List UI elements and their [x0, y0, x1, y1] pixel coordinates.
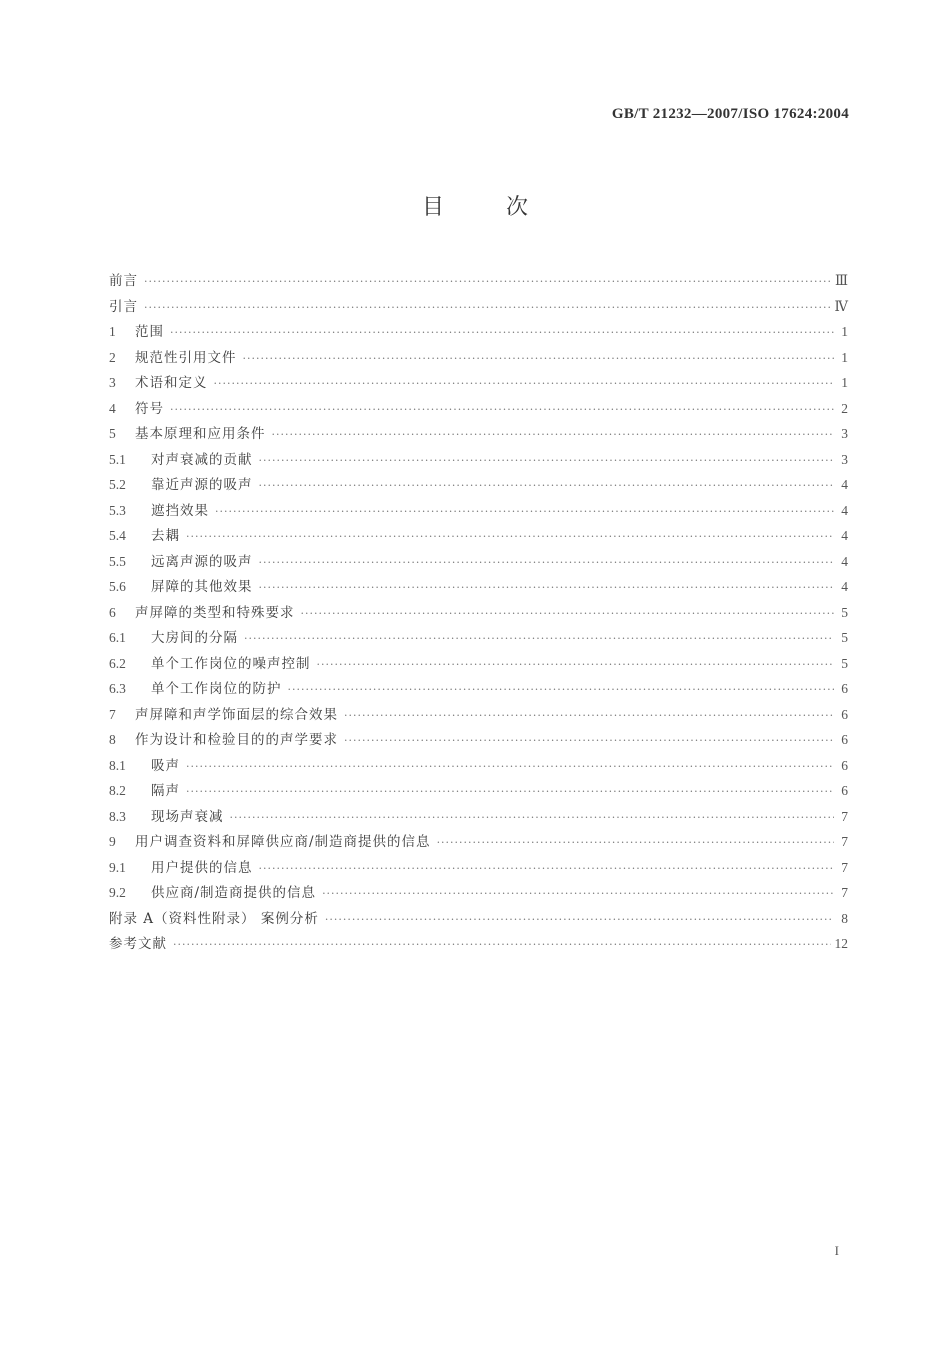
toc-entry-number: 3 — [109, 375, 116, 390]
toc-entry-title: 遮挡效果 — [151, 502, 209, 519]
toc-entry-number: 5.4 — [109, 528, 126, 543]
toc-leader-dots — [215, 499, 834, 525]
toc-leader-dots — [259, 856, 835, 882]
toc-entry[interactable] — [109, 778, 848, 804]
toc-entry-title: 术语和定义 — [135, 375, 208, 391]
toc-entry-page: 7 — [841, 885, 848, 900]
toc-leader-dots — [322, 881, 834, 907]
toc-entry[interactable] — [109, 396, 848, 422]
toc-entry-page: 6 — [841, 681, 848, 696]
toc-entry[interactable] — [109, 345, 848, 371]
toc-entry-page: 4 — [841, 528, 848, 543]
toc-entry-page: 8 — [841, 910, 848, 926]
toc-entry-title: 吸声 — [151, 757, 180, 774]
toc-entry-page: 6 — [841, 732, 848, 747]
toc-entry-page: 4 — [841, 553, 848, 569]
toc-entry-number: 5.5 — [109, 553, 126, 569]
toc-entry-page: 12 — [834, 936, 848, 951]
toc-entry-page: 6 — [841, 757, 848, 773]
toc-entry-title: 基本原理和应用条件 — [135, 426, 266, 442]
toc-entry-number: 9 — [109, 834, 116, 849]
toc-leader-dots — [437, 830, 834, 856]
toc-entry-title: 用户调查资料和屏障供应商/制造商提供的信息 — [135, 834, 431, 850]
toc-entry[interactable] — [109, 625, 848, 651]
toc-leader-dots — [344, 703, 834, 729]
toc-leader-dots — [244, 626, 834, 652]
toc-entry-title: 远离声源的吸声 — [151, 553, 253, 570]
toc-entry[interactable] — [109, 702, 848, 728]
toc-entry-page: 7 — [841, 859, 848, 875]
toc-leader-dots — [259, 550, 835, 576]
toc-entry-page: 7 — [841, 834, 848, 849]
toc-leader-dots — [186, 524, 834, 550]
toc-entry-title: 作为设计和检验目的的声学要求 — [135, 732, 338, 748]
title-char-1: 目 — [421, 195, 444, 220]
toc-leader-dots — [230, 805, 835, 831]
toc-entry[interactable] — [109, 370, 848, 396]
toc-entry-number: 5.3 — [109, 502, 126, 518]
toc-entry[interactable] — [109, 319, 848, 345]
toc-entry-page: 5 — [841, 604, 848, 620]
toc-entry[interactable] — [109, 421, 848, 447]
toc-entry-title: 符号 — [135, 400, 164, 417]
toc-entry-title: 引言 — [109, 298, 138, 315]
toc-entry-number: 2 — [109, 349, 116, 365]
toc-entry-title: 屏障的其他效果 — [151, 579, 253, 595]
toc-entry[interactable] — [109, 804, 848, 830]
toc-entry[interactable] — [109, 931, 848, 957]
toc-leader-dots — [186, 779, 834, 805]
toc-entry-number: 8.3 — [109, 808, 126, 824]
toc-entry-title: 去耦 — [151, 528, 180, 544]
toc-entry-page: 6 — [841, 706, 848, 722]
toc-entry-title: 范围 — [135, 324, 164, 340]
title-char-2: 次 — [506, 195, 529, 220]
toc-entry-title: 现场声衰减 — [151, 808, 224, 825]
toc-entry[interactable] — [109, 498, 848, 524]
toc-entry[interactable] — [109, 574, 848, 600]
toc-entry[interactable] — [109, 294, 848, 320]
toc-entry-title: 前言 — [109, 273, 138, 289]
page-title — [0, 190, 950, 221]
toc-entry[interactable] — [109, 549, 848, 575]
toc-entry-title: 靠近声源的吸声 — [151, 477, 253, 493]
toc-entry-title: 隔声 — [151, 783, 180, 799]
toc-entry-page: 4 — [841, 579, 848, 594]
toc-entry-title: 供应商/制造商提供的信息 — [151, 885, 317, 901]
toc-entry-number: 6 — [109, 604, 116, 620]
toc-entry[interactable] — [109, 600, 848, 626]
toc-leader-dots — [186, 754, 834, 780]
toc-entry-number: 8.1 — [109, 757, 126, 773]
toc-entry-number: 8.2 — [109, 783, 126, 798]
toc-leader-dots — [259, 448, 835, 474]
toc-entry-page: 7 — [841, 808, 848, 824]
toc-entry-number: 5.6 — [109, 579, 126, 594]
toc-entry-title: 参考文献 — [109, 936, 167, 952]
toc-entry-page: 3 — [841, 451, 848, 467]
toc-entry[interactable] — [109, 651, 848, 677]
toc-entry-number: 5.1 — [109, 451, 126, 467]
toc-entry-page: 3 — [841, 426, 848, 441]
toc-entry-page: 1 — [841, 349, 848, 365]
table-of-contents — [109, 268, 848, 957]
toc-entry-page: 1 — [841, 324, 848, 339]
standard-code: GB/T 21232—2007/ISO 17624:2004 — [611, 106, 849, 122]
toc-entry-title: 声屏障的类型和特殊要求 — [135, 604, 295, 621]
toc-entry[interactable] — [109, 472, 848, 498]
toc-entry-number: 9.1 — [109, 859, 126, 875]
toc-leader-dots — [173, 932, 831, 958]
toc-leader-dots — [170, 320, 834, 346]
toc-entry-number: 6.1 — [109, 630, 126, 645]
toc-entry-page: 5 — [841, 655, 848, 671]
toc-leader-dots — [288, 677, 835, 703]
toc-entry-page: 4 — [841, 477, 848, 492]
toc-entry-page: Ⅳ — [834, 298, 848, 314]
toc-entry-page: 6 — [841, 783, 848, 798]
toc-entry-page: 1 — [841, 375, 848, 390]
toc-entry[interactable] — [109, 753, 848, 779]
toc-entry-page: 2 — [841, 400, 848, 416]
toc-entry-page: 5 — [841, 630, 848, 645]
toc-leader-dots — [301, 601, 835, 627]
toc-leader-dots — [144, 269, 831, 295]
toc-entry[interactable] — [109, 855, 848, 881]
toc-entry-number: 8 — [109, 732, 116, 747]
toc-leader-dots — [259, 473, 835, 499]
toc-leader-dots — [214, 371, 835, 397]
toc-entry[interactable] — [109, 829, 848, 855]
toc-entry[interactable] — [109, 447, 848, 473]
toc-entry-page: Ⅲ — [834, 273, 848, 288]
toc-leader-dots — [144, 295, 831, 321]
toc-entry-title: 单个工作岗位的防护 — [151, 681, 282, 697]
toc-leader-dots — [243, 346, 835, 372]
toc-entry-title: 大房间的分隔 — [151, 630, 238, 646]
toc-leader-dots — [344, 728, 834, 754]
toc-entry[interactable] — [109, 727, 848, 753]
toc-entry-number: 6.2 — [109, 655, 126, 671]
toc-entry-page: 4 — [841, 502, 848, 518]
toc-leader-dots — [272, 422, 835, 448]
toc-entry-title: 附录 A（资料性附录） 案例分析 — [109, 910, 319, 927]
toc-entry-number: 6.3 — [109, 681, 126, 696]
toc-entry[interactable] — [109, 676, 848, 702]
toc-leader-dots — [325, 907, 834, 933]
toc-entry-number: 4 — [109, 400, 116, 416]
toc-leader-dots — [317, 652, 835, 678]
toc-entry-number: 9.2 — [109, 885, 126, 900]
toc-leader-dots — [259, 575, 835, 601]
toc-entry-number: 5 — [109, 426, 116, 441]
toc-entry-title: 单个工作岗位的噪声控制 — [151, 655, 311, 672]
toc-entry[interactable] — [109, 268, 848, 294]
toc-entry[interactable] — [109, 906, 848, 932]
toc-entry-title: 对声衰减的贡献 — [151, 451, 253, 468]
toc-entry-title: 规范性引用文件 — [135, 349, 237, 366]
toc-entry-number: 5.2 — [109, 477, 126, 492]
page-number: I — [834, 1243, 839, 1258]
toc-entry[interactable] — [109, 880, 848, 906]
toc-entry-title: 声屏障和声学饰面层的综合效果 — [135, 706, 338, 723]
toc-entry[interactable] — [109, 523, 848, 549]
toc-leader-dots — [170, 397, 834, 423]
toc-entry-number: 7 — [109, 706, 116, 722]
toc-entry-number: 1 — [109, 324, 116, 339]
toc-entry-title: 用户提供的信息 — [151, 859, 253, 876]
